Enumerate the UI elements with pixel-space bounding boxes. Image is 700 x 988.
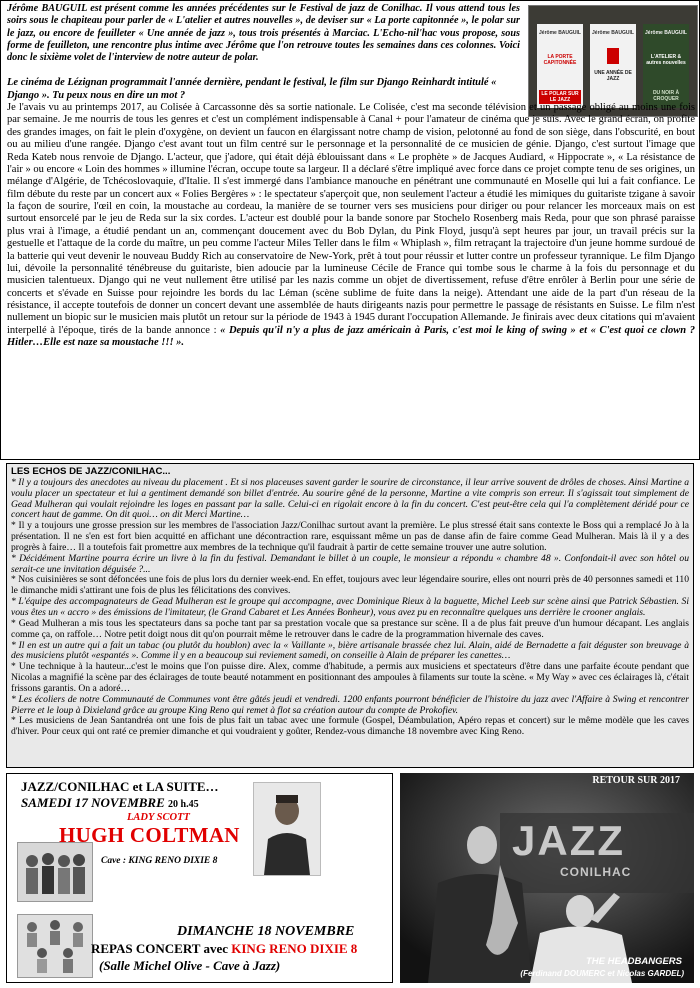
book-cover [537, 24, 583, 108]
echo-item: * Il y a toujours une grosse pression sur les membres de l'association Jazz/Conilhac surtout avant la première. Le plus stressé était sans contexte le Boss qui a remplacé Jo à la présentation. Il ne s'en est fort bien acquitté en affichant une décontraction rare, esquissant même un pas de danse afin de faire comme Gead Mulheran. Mais là il y a des progrès à faire… Il a toutefois fait promettre aux membres de la technique qu'il faudrait à partir de cette semaine trouver une autre solution. [11, 520, 689, 553]
headliner-name: HUGH COLTMAN [59, 823, 240, 847]
answer-quote: « Depuis qu'il n'y a plus de jazz américain à Paris, c'est moi le king of swing » et « C'est quoi ce clown ? Hitler…Elle est naze sa moustache !!! ». [7, 324, 695, 349]
echos-title: LES ECHOS DE JAZZ/CONILHAC... [11, 466, 171, 477]
book-author: Jérôme BAUGUIL [539, 30, 581, 36]
members-caption: (Ferdinand DOUMERC et Nicolas GARDEL) [520, 969, 684, 978]
book-footer: DU NOIR À CROQUER [652, 90, 680, 102]
interview-question: Le cinéma de Lézignan programmait l'année dernière, pendant le festival, le film sur Django Reinhardt intitulé « Django ». Tu peux nous en dire un mot ? [7, 77, 497, 101]
interview-article [0, 0, 700, 460]
book-footer: LE POLAR SUR LE JAZZ [539, 90, 581, 104]
echo-item: * Il en est un autre qui a fait un tabac (ou plutôt du houblon) avec la « Vaillante », bière artisanale brassée chez lui. Alain, aidé de Bernadette a fait déguster son breuvage à des musiciens plutôt «espantés ». Comme il y en a beaucoup sui reviement samedi, on conseille à Alain de préparer les canettes… [11, 639, 689, 662]
book-cover [590, 24, 636, 108]
repas-line [91, 941, 357, 957]
announce-heading: JAZZ/CONILHAC et LA SUITE… [21, 779, 219, 794]
venue: (Salle Michel Olive - Cave à Jazz) [99, 958, 281, 973]
concert-announcement [6, 773, 393, 983]
opener-name: LADY SCOTT [127, 812, 190, 823]
retour-photo [400, 773, 694, 983]
echo-item: * Les musiciens de Jean Santandréa ont une fois de plus fait un tabac avec une formule (Gospel, Déambulation, Apéro repas et concert) sur le même modèle que les caves d'hiver. Pour ceux qui ont raté ce premier dimanche et qui voudraient y goûter, Rendez-vous dimanche 18 novembre avec King Reno. [11, 715, 689, 738]
retour-label: RETOUR SUR 2017 [592, 775, 680, 786]
echo-item: * Nos cuisinières se sont défoncées une fois de plus lors du dernier week-end. En effet, toujours avec leur légendaire sourire, elles ont nourri près de 40 personnes samedi et 110 le dimanche midi s'attirant une fois de plus les félicitations des convives. [11, 574, 689, 597]
echo-item: * Gead Mulheran a mis tous les spectateurs dans sa poche tant par sa prestation vocale que sa prestance sur scène. Il a de plus fait preuve d'un humour décapant. Les anglais comme ça, on raffole… Notre petit doigt nous dit qu'on pourrait même le retrouver dans le cadre de la programmation hivernale des caves. [11, 617, 689, 640]
date-1-text: SAMEDI 17 NOVEMBRE [21, 795, 165, 810]
interview-answer [7, 102, 695, 350]
announce-date-1 [21, 795, 199, 811]
echo-item: * Il y a toujours des anecdotes au niveau du placement . Et si nos placeuses savent garder le sourire de circonstance, il leur arrive souvent de drôles de choses. Ainsi Martine a voulu placer un spectateur et lui a gentiment demandé son billet d'entrée. Au sourire gêné de la personne, Martine a vite compris son erreur. Il s'agissait tout simplement de Gead Mulheran qui voulait rejoindre les loges en passant par la salle. Celui-ci en rigolait encore à la fin du concert. C'est peut-être cela qui l'a complètement déridé pour ce concert haut de gamme. On dit quoi… on dit Merci Martine… [11, 476, 689, 521]
conilhac-banner: CONILHAC [560, 865, 632, 879]
echos-box [6, 463, 694, 768]
book-author: Jérôme BAUGUIL [645, 30, 687, 36]
intro-paragraph: Jérôme BAUGUIL est présent comme les années précédentes sur le Festival de jazz de Conilhac. Il vous attend tous les soirs sous le chapiteau pour parler de « L'atelier et autres nouvelles », de deviser sur « La porte capitonnée », le polar sur le jazz, ou encore de feuilleter « Une année de jazz », tous trois présentés à Marciac. L'Echo-nil'hac vous propose, sous forme de feuilleton, une rencontre plus intime avec Jérôme que l'on retrouve toutes les semaines dans ces colonnes. Voici donc le sixième volet de l'interview de notre auteur de polar. [7, 3, 520, 64]
cave-band: Cave : KING RENO DIXIE 8 [101, 856, 218, 866]
echo-item: * Les écoliers de notre Communauté de Communes vont être gâtés jeudi et vendredi. 1200 enfants pourront bénéficier de l'histoire du jazz avec l'Affaire à Swing et rencontrer Pierre et le loup à Dixieland grâce au groupe King Reno qui remet à flot sa création autour du compte de Prokofiev. [11, 693, 689, 716]
king-reno-photo [17, 914, 93, 978]
book-author: Jérôme BAUGUIL [592, 30, 634, 36]
time-1: 20 h.45 [168, 799, 199, 810]
book-title: L'ATELIER & autres nouvelles [646, 54, 686, 66]
book-cover [643, 24, 689, 108]
book-title: UNE ANNÉE DE JAZZ [594, 70, 632, 82]
echo-item: * Décidément Martine pourra écrire un livre à la fin du festival. Demandant le billet à un couple, le monsieur a répondu « chambre 48 ». Confondait-il avec son hôtel ou serait-ce une invitation déguisée ?... [11, 552, 689, 575]
jazz-banner: JAZZ [512, 817, 625, 864]
book-title: LA PORTE CAPITONNÉE [543, 54, 577, 66]
echo-item: * Une technique à la hauteur...c'est le moins que l'on puisse dire. Alex, comme d'habitude, a permis aux musiciens et spectateurs d'être dans une parfaite écoute pendant que Nicolas a magnifié la scène par des éclairages de toute beauté notamment en positionnant des ampoules à filaments sur toute la scène. « My Way » avec ces éclairages là, c'était frissons garantis. On a adoré… [11, 661, 689, 694]
band-caption: THE HEADBANGERS [585, 956, 682, 967]
repas-text: REPAS CONCERT avec [91, 941, 229, 956]
announce-date-2: DIMANCHE 18 NOVEMBRE [177, 924, 355, 939]
hugh-coltman-photo [253, 782, 321, 876]
repas-band: KING RENO DIXIE 8 [231, 941, 358, 956]
answer-text: Je l'avais vu au printemps 2017, au Colisée à Carcassonne dès sa sortie nationale. Le Colisée, c'est ma seconde télévision et un passage obligé au moins une fois par semaine. Je me nourris de tous les genres et c'est un complément indispensable à Canal + pour l'amateur de cinéma que je suis. Avec le grand écran, on profite des grandes images, on fait le plein d'oxygène, on devient un faucon en élargissant notre champ de vision, pelotonné au fond de son siège, dans l'obscurité, en bout ou au milieu d'une rangée. Django c'est avant tout un film centré sur le personnage et la personnalité de ce musicien de génie. Django, c'est surtout l'image que Reda Kateb nous renvoie de Django. L'acteur, que j'adore, qui était déjà éblouissant dans « Le prophète » de Jacques Audiard, « Hippocrate », « La résistance de l'air » ou encore « Loin des hommes » illumine l'écran, occupe toute sa largeur. Il a déclaré s'être impliqué avec force dans ce projet compte tenu de ses origines, un mélange d'Algérie, de Tchécoslovaquie, d'Italie. Il s'est immergé dans l'ambiance manouche en pénétrant une communauté en Moselle qui lui a fait confiance. Le film débute du reste par un concert aux « Folies Bergères » : le spectateur s'aperçoit que, non seulement l'acteur a étudié les mimiques du guitariste tzigane à savoir la façon de sourire, l'œil en coin, la moustache au cordeau, la manière de se tourner vers ses musiciens pour diriger ou pour relancer les morceaux mais on est surtout ensorcelé par le jeu de Reda sur la six cordes. L'acteur est doublé pour la bande sonore par Stochelo Rosenberg mais Reda, pour que son phrasé paraisse plus vrai à l'image, a étudié pendant un an, commençant doucement avec du Bob Dylan, du Pink Floyd, jusqu'à sept heures par jour, un travail précis sur la gestuelle et l'attaque de la corde du maître, un peu comme l'acteur Miles Teller dans le film « Whiplash », film retraçant la trajectoire d'un jeune homme surdoué de la batterie qui veut devenir le nouveau Buddy Rich au conservatoire de New-York, prêt à tout pour réussir et lutter contre un professeur tyrannique. Le film Django lui, dévoile la personnalité ténébreuse du guitariste, bien adoucie par la lumineuse Cécile de France qui tombe sous le charme à la fois du personnage et du musicien talentueux. Django qui ne veut nullement être utilisé par les nazis comme un objet de divertissement, refuse d'être enrôler à Berlin pour une série de concerts et s'évade en Suisse pour rejoindre les bords du lac Léman (scène sublime de fuite dans la neige). Attendant une aide de la part d'un réseau de la résistance, il accepte toutefois de donner un concert devant une assemblée de hauts dirigeants nazis pour permettre le passage de résistants en Suisse. Le film n'est nullement un biopic sur le musicien mais plutôt un retour sur la période de 1943 à 1945 durant l'occupation Allemande. Je finirais avec deux citations qui m'avaient interpellé à l'époque, tirés de la bande annonce : [7, 102, 695, 336]
echo-item: * L'équipe des accompagnateurs de Gead Mulheran est le groupe qui accompagne, avec Dominique Rieux à la baguette, Michel Leeb sur scène ainsi que Patrick Sébastien. Si vous êtes un « accro » des émissions de l'imitateur, (le Grand Cabaret et Les Années Bonheur), vous avez pu en reconnaître quelques uns derrière le crooner anglais. [11, 596, 689, 618]
book-emblem [607, 48, 619, 64]
book-covers-photo [528, 5, 698, 117]
lady-scott-photo [17, 842, 93, 902]
